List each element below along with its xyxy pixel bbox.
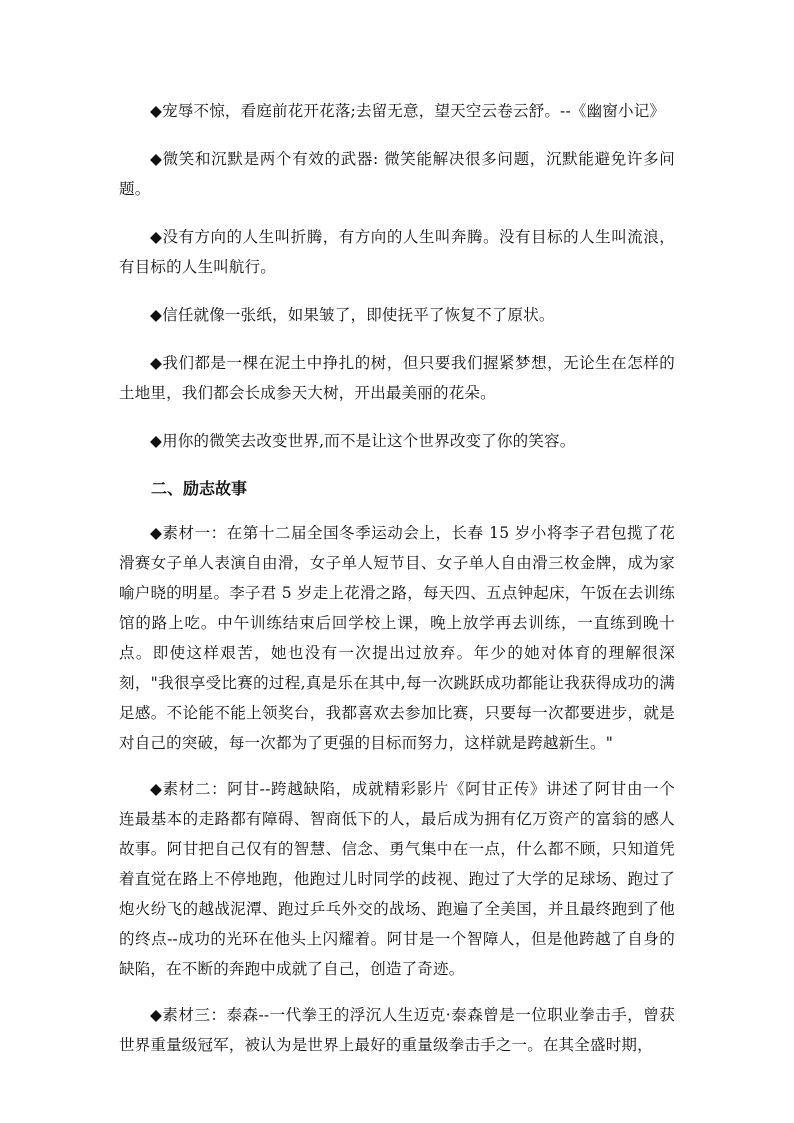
quote-paragraph: ◆我们都是一棵在泥土中挣扎的树，但只要我们握紧梦想，无论生在怎样的土地里，我们都会长成参天大树，开出最美丽的花朵。 <box>119 354 675 402</box>
quote-paragraph: ◆微笑和沉默是两个有效的武器: 微笑能解决很多问题，沉默能避免许多问题。 <box>119 150 675 198</box>
section-heading: 二、励志故事 <box>151 479 248 498</box>
quote-paragraph: ◆用你的微笑去改变世界,而不是让这个世界改变了你的笑容。 <box>150 432 576 450</box>
story-paragraph: ◆素材一：在第十二届全国冬季运动会上，长春 15 岁小将李子君包揽了花滑赛女子单人表演自由滑，女子单人短节目、女子单人自由滑三枚金牌，成为家喻户晓的明星。李子君 5 岁走上花滑之路，每天四、五点钟起床，午饭在去训练馆的路上吃。中午训练结束后回学校上课，晚上放学再去训练，一直练到晚十点。即使这样艰苦，她也没有一次提出过放弃。年少的她对体育的理解很深刻，"我很享受比赛的过程,真是乐在其中,每一次跳跃成功都能让我获得成功的满足感。不论能不能上领奖台，我都喜欢去参加比赛，只要每一次都要进步，就是对自己的突破，每一次都为了更强的目标而努力，这样就是跨越新生。" <box>119 524 675 752</box>
quote-paragraph: ◆宠辱不惊，看庭前花开花落;去留无意，望天空云卷云舒。--《幽窗小记》 <box>150 102 666 120</box>
quote-paragraph: ◆信任就像一张纸，如果皱了，即使抚平了恢复不了原状。 <box>150 306 555 324</box>
story-paragraph: ◆素材二：阿甘--跨越缺陷，成就精彩影片《阿甘正传》讲述了阿甘由一个连最基本的走路都有障碍、智商低下的人，最后成为拥有亿万资产的富翁的感人故事。阿甘把自己仅有的智慧、信念、勇气集中在一点，什么都不顾，只知道凭着直觉在路上不停地跑，他跑过儿时同学的歧视、跑过了大学的足球场、跑过了炮火纷飞的越战泥潭、跑过乒乓外交的战场、跑遍了全美国，并且最终跑到了他的终点--成功的光环在他头上闪耀着。阿甘是一个智障人，但是他跨越了自身的缺陷，在不断的奔跑中成就了自己，创造了奇迹。 <box>119 780 675 978</box>
quote-paragraph: ◆没有方向的人生叫折腾，有方向的人生叫奔腾。没有目标的人生叫流浪，有目标的人生叫航行。 <box>119 228 675 276</box>
story-paragraph: ◆素材三：泰森--一代拳王的浮沉人生迈克·泰森曾是一位职业拳击手，曾获世界重量级冠军，被认为是世界上最好的重量级拳击手之一。在其全盛时期， <box>119 1006 675 1054</box>
document-page <box>119 96 675 1076</box>
